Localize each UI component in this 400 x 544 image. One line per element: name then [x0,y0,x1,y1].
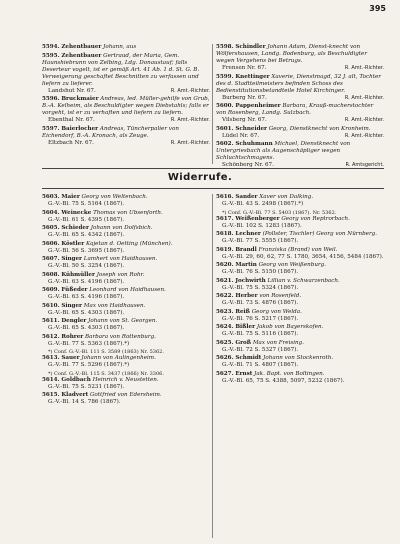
entry-name: Weißenberger [235,215,280,222]
entry-name: Schneider [235,125,267,132]
entry-reference [222,347,384,354]
reference-text: G.-V.-Bl. 14 S. 786 (1867). [48,399,121,406]
reference-text: G.-V.-Bl. 50 S. 3254 (1867). [48,263,125,269]
reference-text: G.-V.-Bl. 76 S. 5217 (1867). [222,315,299,322]
entry-number: 5602. [216,141,234,147]
entry-name: Singer [61,302,82,309]
entry-reference [222,133,384,140]
entry-number: 5605. [42,225,60,231]
entry-name: Herber [235,293,258,300]
entry-number: 5627. [216,370,234,377]
entry [216,231,384,245]
entry-reference [222,117,384,124]
reference-text: G.-V.-Bl. 77 S. 5363 (1867).*) [48,340,130,347]
entry-text: von Rosenfeld. [259,293,302,300]
entry-number: 5606. [42,240,60,247]
entry-reference [48,325,210,332]
entry-text: Gottfried von Edersheim. [89,392,162,399]
reference-text: G.-V.-Bl. 76 S. 5150 (1867). [222,269,299,276]
entry-text: Jakob von Bayerskofen. [256,324,324,331]
entry-text: (Pollster, Tischler) Georg von Nürnberg. [262,231,377,238]
entry-reference [222,65,384,72]
entry [216,247,384,261]
entry-text: Max von Freising. [252,339,304,346]
page-number: 395 [369,4,386,13]
entry-number: 5618. [216,231,234,238]
reference-text: G.-V.-Bl. 77 S. 5555 (1867). [222,238,299,245]
entry-number: 5624. [216,324,234,331]
entry [42,210,210,224]
entry-name: Rohrer [61,333,84,340]
reference-text: G.-V.-Bl. 56 S. 3695 (1867). [48,247,125,254]
entry [216,262,384,276]
column-divider-bottom [212,194,213,538]
entry-number: 5603. [42,194,60,200]
entry-name: Kladvert [61,392,89,399]
entry [216,324,384,338]
reference-text: G.-V.-Bl. 65 S. 4303 (1867). [48,309,125,316]
entry-name: Schuhmann [235,141,273,147]
reference-text: Landshut Nr. 67. [48,87,96,94]
entry-reference [48,384,210,391]
reference-text: Lüdel Nr. 67. [222,132,260,139]
entry-number: 5621. [216,277,234,284]
entry-number: 5600. [216,103,234,109]
entry [216,74,384,102]
entry-number: 5596. [42,96,60,102]
reference-signature: R. Amtsgericht. [345,162,384,168]
entry-number: 5619. [216,246,234,253]
entry-text: Jak. Bapt. von Boltingen. [254,370,325,377]
entry-reference [48,201,210,208]
entry-text: Lamhert von Haidhausen. [83,256,158,262]
entry-name: Singer [61,256,82,262]
entry-text: Heinrich v. Neustetten. [92,376,159,383]
entry-name: Maier [61,194,80,200]
entry [42,318,210,332]
entry-name: Zehentbauer [61,52,102,59]
entry-number: 5595. [42,52,60,59]
reference-text: G.-V.-Bl. 63 S. 4196 (1867). [48,278,125,285]
entry-number: 5597. [42,125,60,132]
entry-number: 5617. [216,215,234,222]
entry-name: Zehentbauer [61,44,102,50]
entry [42,241,210,255]
entry-name: Sander [235,194,258,200]
entry-reference [222,300,384,307]
entry-reference [222,201,384,208]
entry-name: Weinecke [61,209,92,216]
entry-text: Johann von Dolfsbich. [90,225,153,231]
entry-name: Füßeder [61,287,88,293]
entry-reference [222,223,384,230]
entry [216,340,384,354]
entry-number: 5620. [216,262,234,269]
reference-signature: R. Amt.-Richter. [170,139,210,146]
entry-text: Michael, Dienstknecht von Untergriesbach als Augenschäpliger wegen Schluchtschmagens. [216,141,351,161]
reference-text: G.-V.-Bl. 75 S. 5324 (1867). [222,284,299,291]
entry-reference [48,217,210,224]
reference-text: Ebenthal Nr. 67. [48,117,95,123]
entry-number: 5616. [216,194,234,200]
entry-number: 5601. [216,125,234,132]
reference-text: G.-V.-Bl. 65 S. 4303 (1867). [48,325,125,331]
entry-name: Jochwirth [235,277,266,284]
entry-text: Georg, Dienstknecht von Kronheim. [268,125,371,132]
entry-reference [48,294,210,301]
footnote: *) Conf. G.-V.-Bl. 115 S. 3437 (1866) Nr. 3306. [48,370,164,377]
entry-number: 5625. [216,339,234,346]
section-heading: Widerrufe. [167,172,233,183]
bottom-left-column [42,194,210,408]
section-rule-bottom [42,188,384,189]
entry [42,53,210,95]
reference-text: G.-V.-Bl. 61 S. 4395 (1867). [48,216,125,223]
entry-text: Georg von Welda. [251,308,302,315]
entry-text: Johann, aus [103,44,137,50]
entry-reference [222,254,384,261]
reference-text: G.-V.-Bl. 29, 60, 62, 77 S. 1780, 3654, 4156, 5484 (1867). [222,253,384,260]
entry-name: Pappenheimer [235,103,281,109]
entry-text: Gertraud, der Maria, Gem. Haunshiebrunn von Zelbing, Ldg. Donaustauf; falls Deserteur vogelt, ist er gemäß Art. 41 Ab. 1 d. St. G. B. Verweigerung geschaftet Beschnitten zu verfassen und liefern zu lieferer. [42,52,200,87]
reference-text: Vilsberg Nr. 67. [222,117,267,123]
entry-number: 5626. [216,355,234,362]
reference-text: G.-V.-Bl. 75 S. 5164 (1867). [48,201,125,207]
entry-name: Brandl [235,246,257,253]
reference-signature: R. Amt.-Richter. [344,132,384,139]
entry-text: Xaverie, Dienstmagd, 32 J. alt, Tochter des d. Stadtteilmeisters befinden Schoss des Bedienstitutionsbetandteile Hotel Kirchinger. [216,73,381,94]
entry-text: Thomas von Ubsenforth. [93,209,163,216]
entry-number: 5608. [42,271,60,278]
reference-text: G.-V.-Bl. 43 S. 2498 (1867).*) [222,201,304,207]
reference-signature: R. Amt.-Richter. [170,117,210,123]
entry [42,392,210,406]
entry [42,96,210,124]
entry-reference [48,117,210,124]
entry-reference [48,248,210,255]
entry [42,194,210,208]
entry-text: Lillian v. Schwarzenbach. [267,277,340,284]
top-right-column [216,44,384,171]
entry [42,355,210,369]
reference-signature: R. Amt.-Richter. [170,87,210,94]
entry-reference [222,362,384,369]
section-rule-top [42,168,384,169]
reference-text: G.-V.-Bl. 72 S. 5327 (1867). [222,346,299,353]
reference-text: G.-V.-Bl. 102 S. 1283 (1867). [222,222,302,229]
reference-text: G.-V.-Bl. 65, 75 S. 4388, 5097, 5232 (1867). [222,377,345,384]
entry [216,355,384,369]
entry [42,303,210,317]
footnote: *) Conf. G.-V.-Bl. 77 S. 5403 (1867). Nr. 5362. [222,209,337,216]
entry-reference [48,232,210,239]
entry-reference [48,310,210,317]
entry-name: Baierlocher [61,125,99,132]
entry-number: 5610. [42,302,60,309]
entry [216,194,384,208]
reference-signature: R. Amt.-Richter. [344,94,384,101]
entry [216,103,384,124]
entry-name: Ernst [235,370,253,377]
entry [42,44,210,51]
entry-text: Johann von Stockenroth. [263,355,334,362]
top-left-column [42,44,210,148]
entry-reference [48,140,210,147]
entry-name: Groß [235,339,252,346]
entry-text: Johann von St. Georgen. [88,318,158,324]
reference-text: G.-V.-Bl. 73 S. 4876 (1867). [222,300,299,307]
entry-text: Barbara, Krauß-macherstochter von Rosenberg, Landg. Sulzbach. [216,103,374,116]
entry [216,216,384,230]
entry-name: Sauer [61,355,80,362]
entry-name: Martin [235,262,257,269]
entry-name: Köstler [61,240,85,247]
reference-signature: R. Amt.-Richter. [344,117,384,123]
entry-text: Kajetan d. Oetting (München). [85,240,173,247]
entry-name: Bißler [235,324,256,331]
reference-text: Schönberg Nr. 67. [222,162,274,168]
entry [216,278,384,292]
entry-text: Leonhard von Haidhausen. [89,287,166,293]
reference-text: G.-V.-Bl. 75 S. 5231 (1867). [48,383,125,390]
entry-reference [222,285,384,292]
entry-reference [222,238,384,245]
entry-text: Xaver von Dalking. [259,194,314,200]
entry-reference [222,316,384,323]
entry-text: Max von Haidhausen. [83,302,146,309]
entry-reference [48,263,210,270]
entry-number: 5623. [216,308,234,315]
reference-signature: R. Amt.-Richter. [344,65,384,71]
entry [42,256,210,270]
entry [42,225,210,239]
entry-reference [48,88,210,95]
entry [216,44,384,72]
reference-text: G.-V.-Bl. 75 S. 5116 (1867). [222,331,299,338]
reference-text: G.-V.-Bl. 71 S. 4807 (1867). [222,362,299,369]
entry-number: 5609. [42,287,60,293]
entry-name: Dengler [61,318,87,324]
entry [216,126,384,140]
entry-text: Joseph von Rohr. [96,271,145,278]
entry-number: 5614. [42,376,60,383]
entry-number: 5612. [42,333,60,340]
entry-number: 5622. [216,293,234,300]
entry [42,126,210,147]
entry-number: 5615. [42,392,60,399]
entry [42,287,210,301]
entry-name: Reiß [235,308,250,315]
entry-name: Schieder [61,225,89,231]
entry [42,334,210,348]
footnote: *) Conf. G.-V.-Bl. 111 S. 3589 (1863) Nr. 5362. [48,349,164,355]
reference-text: G.-V.-Bl. 65 S. 4342 (1867). [48,232,125,238]
reference-text: G.-V.-Bl. 77 S. 5296 (1867).*) [48,362,130,369]
entry [216,309,384,323]
entry-text: Franziska (Brand) von Weil. [258,246,338,253]
entry [216,293,384,307]
entry-text: Johann Adam, Dienst-knecht von Wölfershausen, Landg. Bodenburg, als Beschuldigter wegen Vergehens bei Betrugs. [216,44,368,64]
entry-reference [48,362,210,369]
reference-text: Burberg Nr. 67. [222,94,267,101]
entry-text: Georg von Weißenburg. [258,262,326,269]
entry-text: Andreas, led. Müller-gehilfe von Grub, B.-A. Kelheim, als Beschuldigter wegen Diebstahls; falls er vorgeht, ist er zu verhaften und liefern zu liefern. [42,96,210,116]
reference-text: Frensen Nr. 67. [222,65,267,71]
entry-number: 5604. [42,209,60,216]
reference-text: G.-V.-Bl. 63 S. 4196 (1867). [48,294,125,300]
entry-name: Schindler [235,44,266,50]
entry-reference [48,341,210,348]
entry-reference [222,331,384,338]
column-divider-top [212,44,213,164]
entry-number: 5594. [42,44,60,50]
entry-name: Goldbach [61,376,91,383]
entry-number: 5599. [216,73,234,80]
entry [216,141,384,169]
entry-number: 5613. [42,355,60,362]
entry-reference [222,269,384,276]
entry-name: Kühmüller [61,271,95,278]
entry-name: Schmidt [235,355,262,362]
entry-reference [48,399,210,406]
entry-text: Barbara von Rottenburg. [85,333,156,340]
entry-name: Knettinger [235,73,270,80]
entry-reference [48,279,210,286]
entry-name: Bruckmaier [61,96,99,102]
entry-text: Johann von Aulingenheim. [81,355,156,362]
entry-number: 5607. [42,256,60,262]
bottom-right-column [216,194,384,386]
entry-number: 5611. [42,318,60,324]
entry-text: Georg von Weltenbach. [81,194,148,200]
entry [42,272,210,286]
entry-number: 5598. [216,44,234,50]
entry-reference [222,378,384,385]
entry [216,371,384,385]
entry-name: Lechner [235,231,261,238]
entry [42,377,210,391]
entry-reference [222,95,384,102]
entry-text: Andreas, Tüncherpalier von Eichendorf, B.-A. Kronach, als Zeuge. [42,125,179,139]
entry-text: Georg von Reptrorbach. [281,215,350,222]
reference-text: Eltzbach Nr. 67. [48,139,94,146]
